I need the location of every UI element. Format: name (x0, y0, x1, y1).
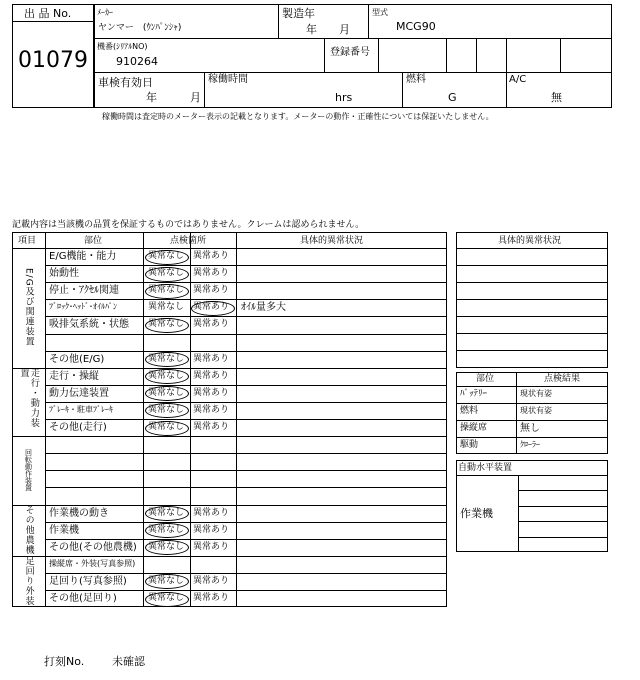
part-label: その他(E/G) (49, 353, 105, 365)
abnormal-option: 異常あり (193, 575, 230, 586)
part-label: ﾌﾞﾚｰｷ・駐車ﾌﾞﾚｰｷ (49, 404, 113, 414)
model-label: 型式 (372, 8, 388, 17)
abnormal-option: 異常あり (193, 404, 230, 415)
lot-number: 01079 (18, 48, 88, 73)
part-label: その他(足回り) (49, 593, 117, 604)
grid-line (45, 282, 447, 283)
abnormal-option: 異常あり (193, 251, 230, 261)
part-label: 吸排気系統・状態 (49, 319, 129, 331)
selection-circle (191, 301, 235, 316)
part-label: 始動性 (49, 268, 79, 280)
part-label: 操縦席・外装(写真参照) (49, 558, 136, 568)
normal-option: 異常なし (148, 541, 185, 552)
divider (506, 72, 507, 108)
part-label: 動力伝達装置 (49, 387, 109, 399)
grid-line (45, 453, 447, 454)
grid-line (45, 265, 447, 266)
normal-option: 異常なし (148, 575, 185, 586)
grid-line (45, 539, 447, 540)
normal-option: 異常なし (148, 268, 185, 279)
normal-option: 異常なし (148, 285, 185, 296)
abnormal-option: 異常あり (193, 302, 230, 313)
part-label: その他(その他農機) (49, 541, 137, 553)
right-detail-header: 具体的異常状況 (498, 236, 562, 246)
header-detail: 具体的異常状況 (300, 236, 364, 246)
normal-option: 異常なし (148, 370, 185, 381)
grid-line (45, 351, 447, 352)
selection-circle (145, 267, 189, 282)
grid-line (45, 470, 447, 471)
selection-circle (145, 421, 189, 436)
part-label: その他(走行) (49, 422, 107, 433)
divider (560, 38, 561, 72)
abnormal-option: 異常あり (193, 593, 230, 603)
result-value: 現状有姿 (520, 406, 552, 415)
grid-line (45, 522, 447, 523)
divider (324, 38, 325, 72)
group-label: 回転動作装置 (24, 449, 33, 492)
normal-option: 異常なし (148, 404, 185, 415)
grid-line (12, 368, 447, 369)
abnormal-option: 異常あり (193, 422, 230, 432)
selection-circle (145, 523, 189, 538)
part-label: 作業機の動き (49, 507, 109, 519)
fuel-value: G (448, 91, 457, 104)
normal-option: 異常なし (148, 593, 185, 603)
year-label: 製造年 (282, 7, 315, 20)
selection-circle (145, 592, 189, 607)
grid-line (456, 265, 608, 266)
abnormal-option: 異常あり (193, 387, 230, 398)
divider (368, 4, 369, 38)
inspection-unit: 年 月 (146, 91, 201, 104)
grid-line (12, 248, 447, 249)
result-value: ｸﾛｰﾗｰ (520, 440, 540, 449)
part-label: 走行・操縦 (49, 370, 99, 382)
grid-line (45, 334, 447, 335)
divider (402, 72, 403, 108)
grid-line (456, 248, 608, 249)
selection-circle (145, 352, 189, 367)
grid-line (45, 419, 447, 420)
results-header-part: 部位 (476, 374, 495, 384)
selection-circle (145, 250, 189, 265)
normal-option: 異常なし (148, 319, 185, 330)
part-label: 作業機 (49, 524, 79, 536)
ac-label: A/C (509, 74, 527, 85)
normal-option: 異常なし (148, 251, 185, 261)
normal-option: 異常なし (148, 387, 185, 398)
serial-label: 機番(ｼﾘｱﾙNO) (97, 42, 148, 51)
divider (93, 38, 612, 39)
normal-option: 異常なし (148, 353, 185, 364)
divider (506, 38, 507, 72)
grid-line (45, 316, 447, 317)
inspection-label: 車検有効日 (98, 76, 153, 89)
lot-label: 出 品 No. (24, 7, 72, 20)
ac-value: 無 (551, 91, 562, 104)
abnormal-option: 異常あり (193, 268, 230, 279)
divider (12, 21, 94, 22)
group-label: その他農機 (23, 505, 34, 556)
fuel-label: 燃料 (406, 74, 426, 85)
grid-line (45, 573, 447, 574)
divider (278, 4, 279, 38)
group-label: 足回り外装 (23, 556, 34, 607)
result-part: 駆動 (460, 440, 479, 450)
divider (378, 38, 379, 72)
result-part: 操縦席 (460, 423, 488, 433)
part-label: ﾌﾞﾛｯｸ･ﾍｯﾄﾞ･ｵｲﾙﾊﾟﾝ (49, 302, 117, 312)
result-value: 無し (520, 423, 540, 434)
grid-line (45, 402, 447, 403)
hours-unit: hrs (335, 91, 353, 104)
divider (204, 72, 205, 108)
year-unit: 年 月 (306, 23, 350, 36)
grid-line (456, 333, 608, 334)
grid-line (45, 590, 447, 591)
grid-line (456, 350, 608, 351)
detail-text: ｵｲﾙ量多大 (241, 302, 286, 314)
group-label: E/G及び関連装置 (23, 268, 34, 348)
stamp-label: 打刻No. (44, 655, 85, 668)
auto-level-label: 自動水平装置 (458, 463, 513, 473)
grid-line (12, 556, 447, 557)
normal-option: 異常なし (148, 507, 185, 518)
selection-circle (145, 506, 189, 521)
result-part: ﾊﾞｯﾃﾘｰ (460, 389, 488, 399)
header-item: 項目 (18, 236, 37, 246)
part-label: 足回り(写真参照) (49, 575, 127, 587)
hours-label: 稼働時間 (208, 74, 248, 85)
grid-line (45, 487, 447, 488)
result-part: 燃料 (460, 406, 479, 416)
results-header-result: 点検結果 (544, 374, 581, 384)
divider (476, 38, 477, 72)
hours-note: 稼働時間は査定時のメーター表示の記載となります。メーターの動作・正確性については保証いたしません。 (102, 112, 494, 121)
abnormal-option: 異常あり (193, 319, 230, 330)
grid-line (456, 316, 608, 317)
abnormal-option: 異常あり (193, 353, 230, 364)
implement-label: 作業機 (460, 507, 493, 520)
grid-line (45, 385, 447, 386)
result-value: 現状有姿 (520, 389, 552, 398)
abnormal-option: 異常あり (193, 524, 230, 535)
header-part: 部位 (84, 236, 103, 246)
grid-line (456, 299, 608, 300)
divider (446, 38, 447, 72)
normal-option: 異常なし (148, 524, 185, 535)
grid-line (456, 282, 608, 283)
serial-value: 910264 (116, 55, 158, 68)
maker-value: ヤンマー (ｳﾝﾊﾟﾝｼｬ) (98, 23, 182, 33)
grid-line (12, 505, 447, 506)
part-label: E/G機能・能力 (49, 251, 117, 262)
part-label: 停止・ｱｸｾﾙ関連 (49, 285, 119, 297)
header-check: 点検箇所 (170, 236, 207, 246)
divider (93, 4, 95, 108)
maker-label: ﾒｰｶｰ (97, 8, 113, 17)
selection-circle (145, 318, 189, 333)
results-table (456, 372, 608, 454)
abnormal-option: 異常あり (193, 370, 230, 381)
grid-line (12, 436, 447, 437)
group-label: 走行・動力装置 (18, 367, 39, 428)
implement-table (456, 460, 608, 552)
normal-option: 異常なし (148, 422, 185, 432)
normal-option: 異常なし (148, 302, 185, 313)
abnormal-option: 異常あり (193, 541, 230, 552)
stamp-value: 未確認 (112, 655, 145, 668)
model-value: MCG90 (396, 20, 436, 33)
divider (93, 72, 612, 73)
disclaimer: 記載内容は当該機の品質を保証するものではありません。クレームは認められません。 (12, 220, 365, 230)
abnormal-option: 異常あり (193, 507, 230, 518)
selection-circle (145, 284, 189, 299)
registration-label: 登録番号 (330, 47, 370, 58)
right-detail-box (456, 232, 608, 368)
grid-line (45, 299, 447, 300)
abnormal-option: 異常あり (193, 285, 230, 296)
